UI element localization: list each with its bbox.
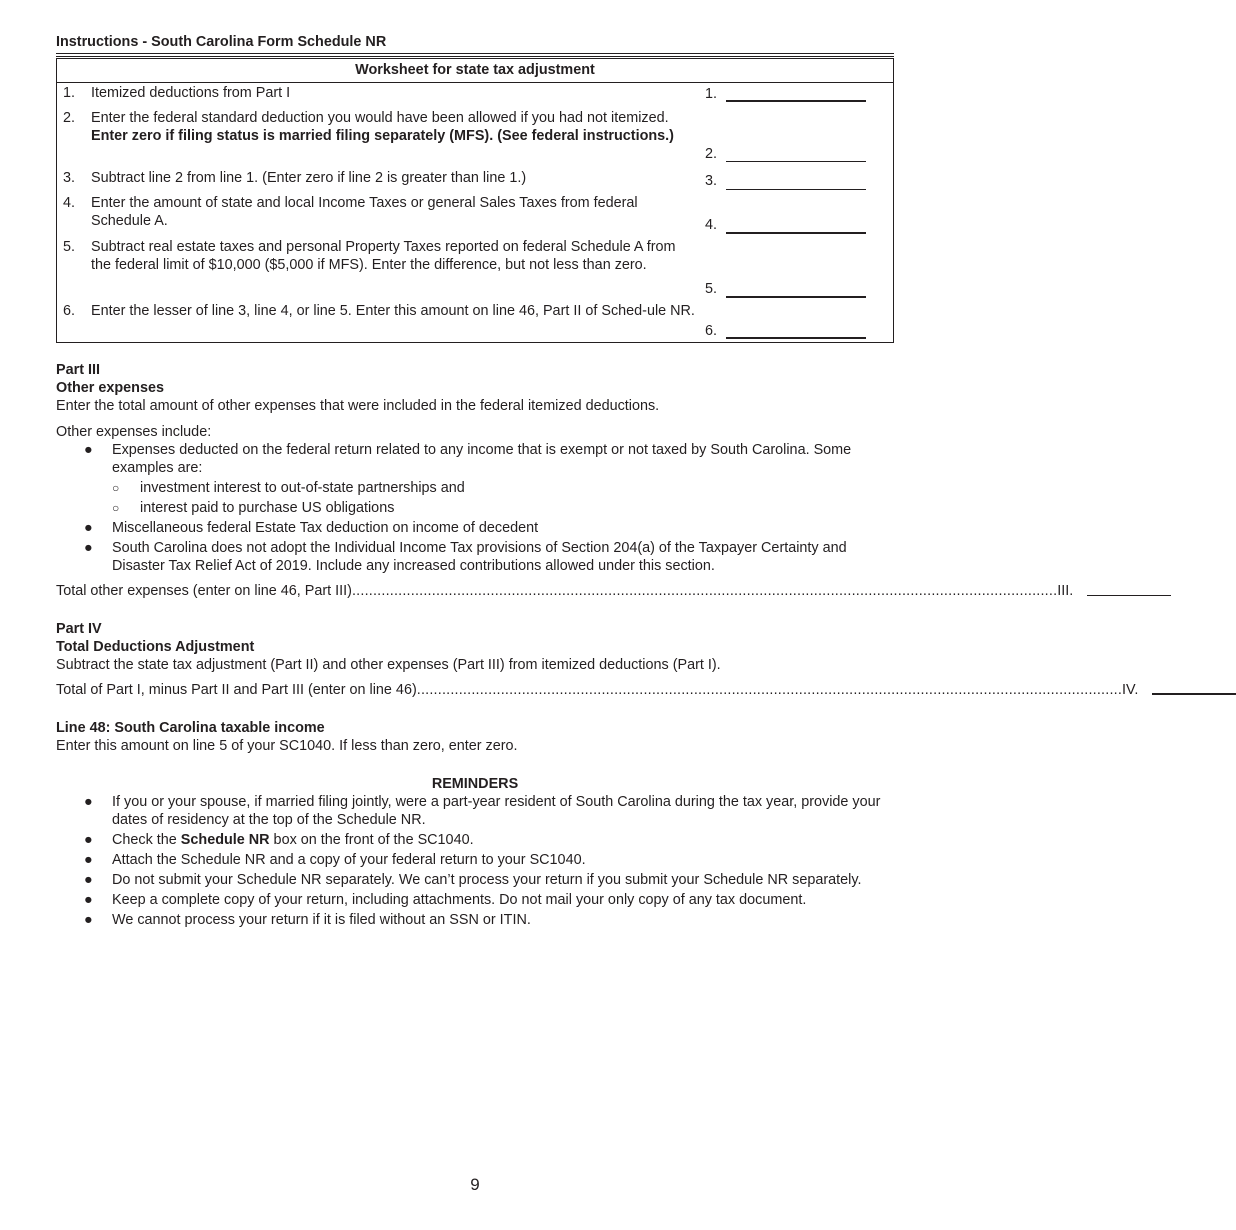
- list-item-text: Keep a complete copy of your return, including attachments. Do not mail your only copy of any tax document.: [112, 892, 807, 908]
- list-item-text: Expenses deducted on the federal return related to any income that is exempt or not taxed by South Carolina. Some examples are:: [112, 442, 852, 476]
- worksheet-row-4: [57, 190, 893, 234]
- worksheet-row-6: [57, 298, 893, 342]
- reminders-list: [56, 793, 894, 929]
- row-text: Enter the amount of state and local Income Taxes or general Sales Taxes from federal Schedule A.: [91, 195, 638, 229]
- part-iii-section: [56, 361, 1074, 600]
- part-iii-heading: Part III: [56, 362, 100, 378]
- row-text: Subtract line 2 from line 1. (Enter zero if line 2 is greater than line 1.): [91, 170, 527, 186]
- part-iii-total-row: [56, 582, 1074, 600]
- row-number: 4.: [63, 195, 76, 211]
- part-iv-subheading: Total Deductions Adjustment: [56, 639, 255, 655]
- dot-leader: ........................................................................................................................................................................: [416, 682, 1123, 698]
- title-rule: [56, 53, 894, 57]
- list-item: [56, 519, 894, 537]
- list-item: [56, 891, 894, 909]
- list-item-text: We cannot process your return if it is filed without an SSN or ITIN.: [112, 912, 531, 928]
- page-number: 9: [470, 1175, 480, 1194]
- row-ref: 6.: [705, 323, 718, 339]
- row-number: 1.: [63, 85, 76, 101]
- list-item-text: Attach the Schedule NR and a copy of your federal return to your SC1040.: [112, 852, 586, 868]
- list-item: [56, 851, 894, 869]
- part-iv-intro: Subtract the state tax adjustment (Part II) and other expenses (Part III) from itemized deductions (Part I).: [56, 657, 721, 673]
- list-item: [56, 793, 894, 829]
- list-item-text: Do not submit your Schedule NR separately. We can’t process your return if you submit your Schedule NR separately.: [112, 872, 862, 888]
- line-48-text: Enter this amount on line 5 of your SC1040. If less than zero, enter zero.: [56, 738, 518, 754]
- part-iii-include-label: Other expenses include:: [56, 424, 212, 440]
- bullet-icon: ●: [84, 442, 93, 458]
- row-text: Subtract real estate taxes and personal Property Taxes reported on federal Schedule A from the federal limit of $10,000 ($5,000 if MFS). Enter the difference, but not less than zero.: [91, 239, 676, 273]
- bullet-icon: ●: [84, 852, 93, 868]
- list-item: [56, 871, 894, 889]
- bullet-icon: ●: [84, 892, 93, 908]
- worksheet-row-1: [57, 83, 893, 106]
- part-iv-total-row: [56, 681, 1139, 699]
- reminders-section: [56, 775, 894, 929]
- list-item: [56, 479, 894, 497]
- list-item: [56, 911, 894, 929]
- list-item-text: Miscellaneous federal Estate Tax deduction on income of decedent: [112, 520, 539, 536]
- worksheet-row-2: [57, 106, 893, 166]
- circle-bullet-icon: ○: [112, 481, 120, 495]
- worksheet-row-5: [57, 234, 893, 298]
- line-48-heading: Line 48: South Carolina taxable income: [56, 720, 325, 736]
- line-6-entry[interactable]: [726, 337, 866, 339]
- worksheet-table: [56, 58, 894, 343]
- circle-bullet-icon: ○: [112, 501, 120, 515]
- reminders-heading: REMINDERS: [431, 776, 519, 792]
- dot-leader: ........................................................................................................................................................................: [351, 583, 1058, 599]
- other-expenses-list: [56, 441, 894, 477]
- document-title: Instructions - South Carolina Form Schedule NR: [56, 34, 387, 50]
- row-number: 2.: [63, 110, 76, 126]
- list-item: [56, 499, 894, 517]
- row-text: Enter the lesser of line 3, line 4, or line 5. Enter this amount on line 46, Part II of Sched-ule NR.: [91, 303, 695, 319]
- list-item: [56, 831, 894, 849]
- row-ref: 2.: [705, 146, 718, 162]
- list-item: [56, 539, 894, 575]
- row-ref: 1.: [705, 86, 718, 102]
- row-text-regular: Enter the federal standard deduction you would have been allowed if you had not itemized.: [91, 110, 669, 126]
- document-page: [56, 33, 1139, 929]
- examples-list: [56, 479, 894, 517]
- row-number: 5.: [63, 239, 76, 255]
- row-ref: 3.: [705, 173, 718, 189]
- row-text: [91, 109, 696, 166]
- list-item-text: If you or your spouse, if married filing jointly, were a part-year resident of South Carolina during the tax year, provide your dates of residency at the top of the Schedule NR.: [112, 794, 881, 828]
- row-text-bold: Enter zero if filing status is married filing separately (MFS). (See federal instructions.): [91, 128, 674, 144]
- row-number: 3.: [63, 170, 76, 186]
- list-item-text: investment interest to out-of-state partnerships and: [140, 480, 465, 496]
- part-iii-total-label: Total other expenses (enter on line 46, Part III): [56, 583, 352, 599]
- row-text: Itemized deductions from Part I: [91, 85, 291, 101]
- row-number: 6.: [63, 303, 76, 319]
- line-2-entry[interactable]: [726, 161, 866, 162]
- part-iv-total-ref: IV.: [1122, 682, 1139, 698]
- bullet-icon: ●: [84, 872, 93, 888]
- part-iv-heading: Part IV: [56, 621, 102, 637]
- list-item-text: Check the: [112, 832, 181, 848]
- part-iv-section: [56, 620, 1139, 699]
- line-1-entry[interactable]: [726, 100, 866, 102]
- bullet-icon: ●: [84, 540, 93, 556]
- list-item-text: interest paid to purchase US obligations: [140, 500, 395, 516]
- part-iii-total-ref: III.: [1057, 583, 1074, 599]
- list-item-text-bold: Schedule NR: [180, 832, 270, 848]
- list-item: [56, 441, 894, 477]
- bullet-icon: ●: [84, 520, 93, 536]
- worksheet-row-3: [57, 166, 893, 190]
- bullet-icon: ●: [84, 912, 93, 928]
- list-item-text: South Carolina does not adopt the Individual Income Tax provisions of Section 204(a) of the Taxpayer Certainty and Disaster Tax Relief Act of 2019. Include any increased contributions allowed under this section.: [112, 540, 847, 574]
- bullet-icon: ●: [84, 832, 93, 848]
- part-iv-total-entry[interactable]: [1152, 693, 1236, 695]
- other-expenses-list-cont: [56, 519, 894, 575]
- line-48-section: [56, 719, 894, 755]
- row-ref: 5.: [705, 281, 718, 297]
- part-iii-intro: Enter the total amount of other expenses that were included in the federal itemized deductions.: [56, 398, 660, 414]
- list-item-text: box on the front of the SC1040.: [269, 832, 474, 848]
- row-ref: 4.: [705, 217, 718, 233]
- worksheet-title: Worksheet for state tax adjustment: [57, 59, 893, 83]
- part-iii-total-entry[interactable]: [1087, 595, 1171, 596]
- part-iv-total-label: Total of Part I, minus Part II and Part III (enter on line 46): [56, 682, 417, 698]
- bullet-icon: ●: [84, 794, 93, 810]
- part-iii-subheading: Other expenses: [56, 380, 164, 396]
